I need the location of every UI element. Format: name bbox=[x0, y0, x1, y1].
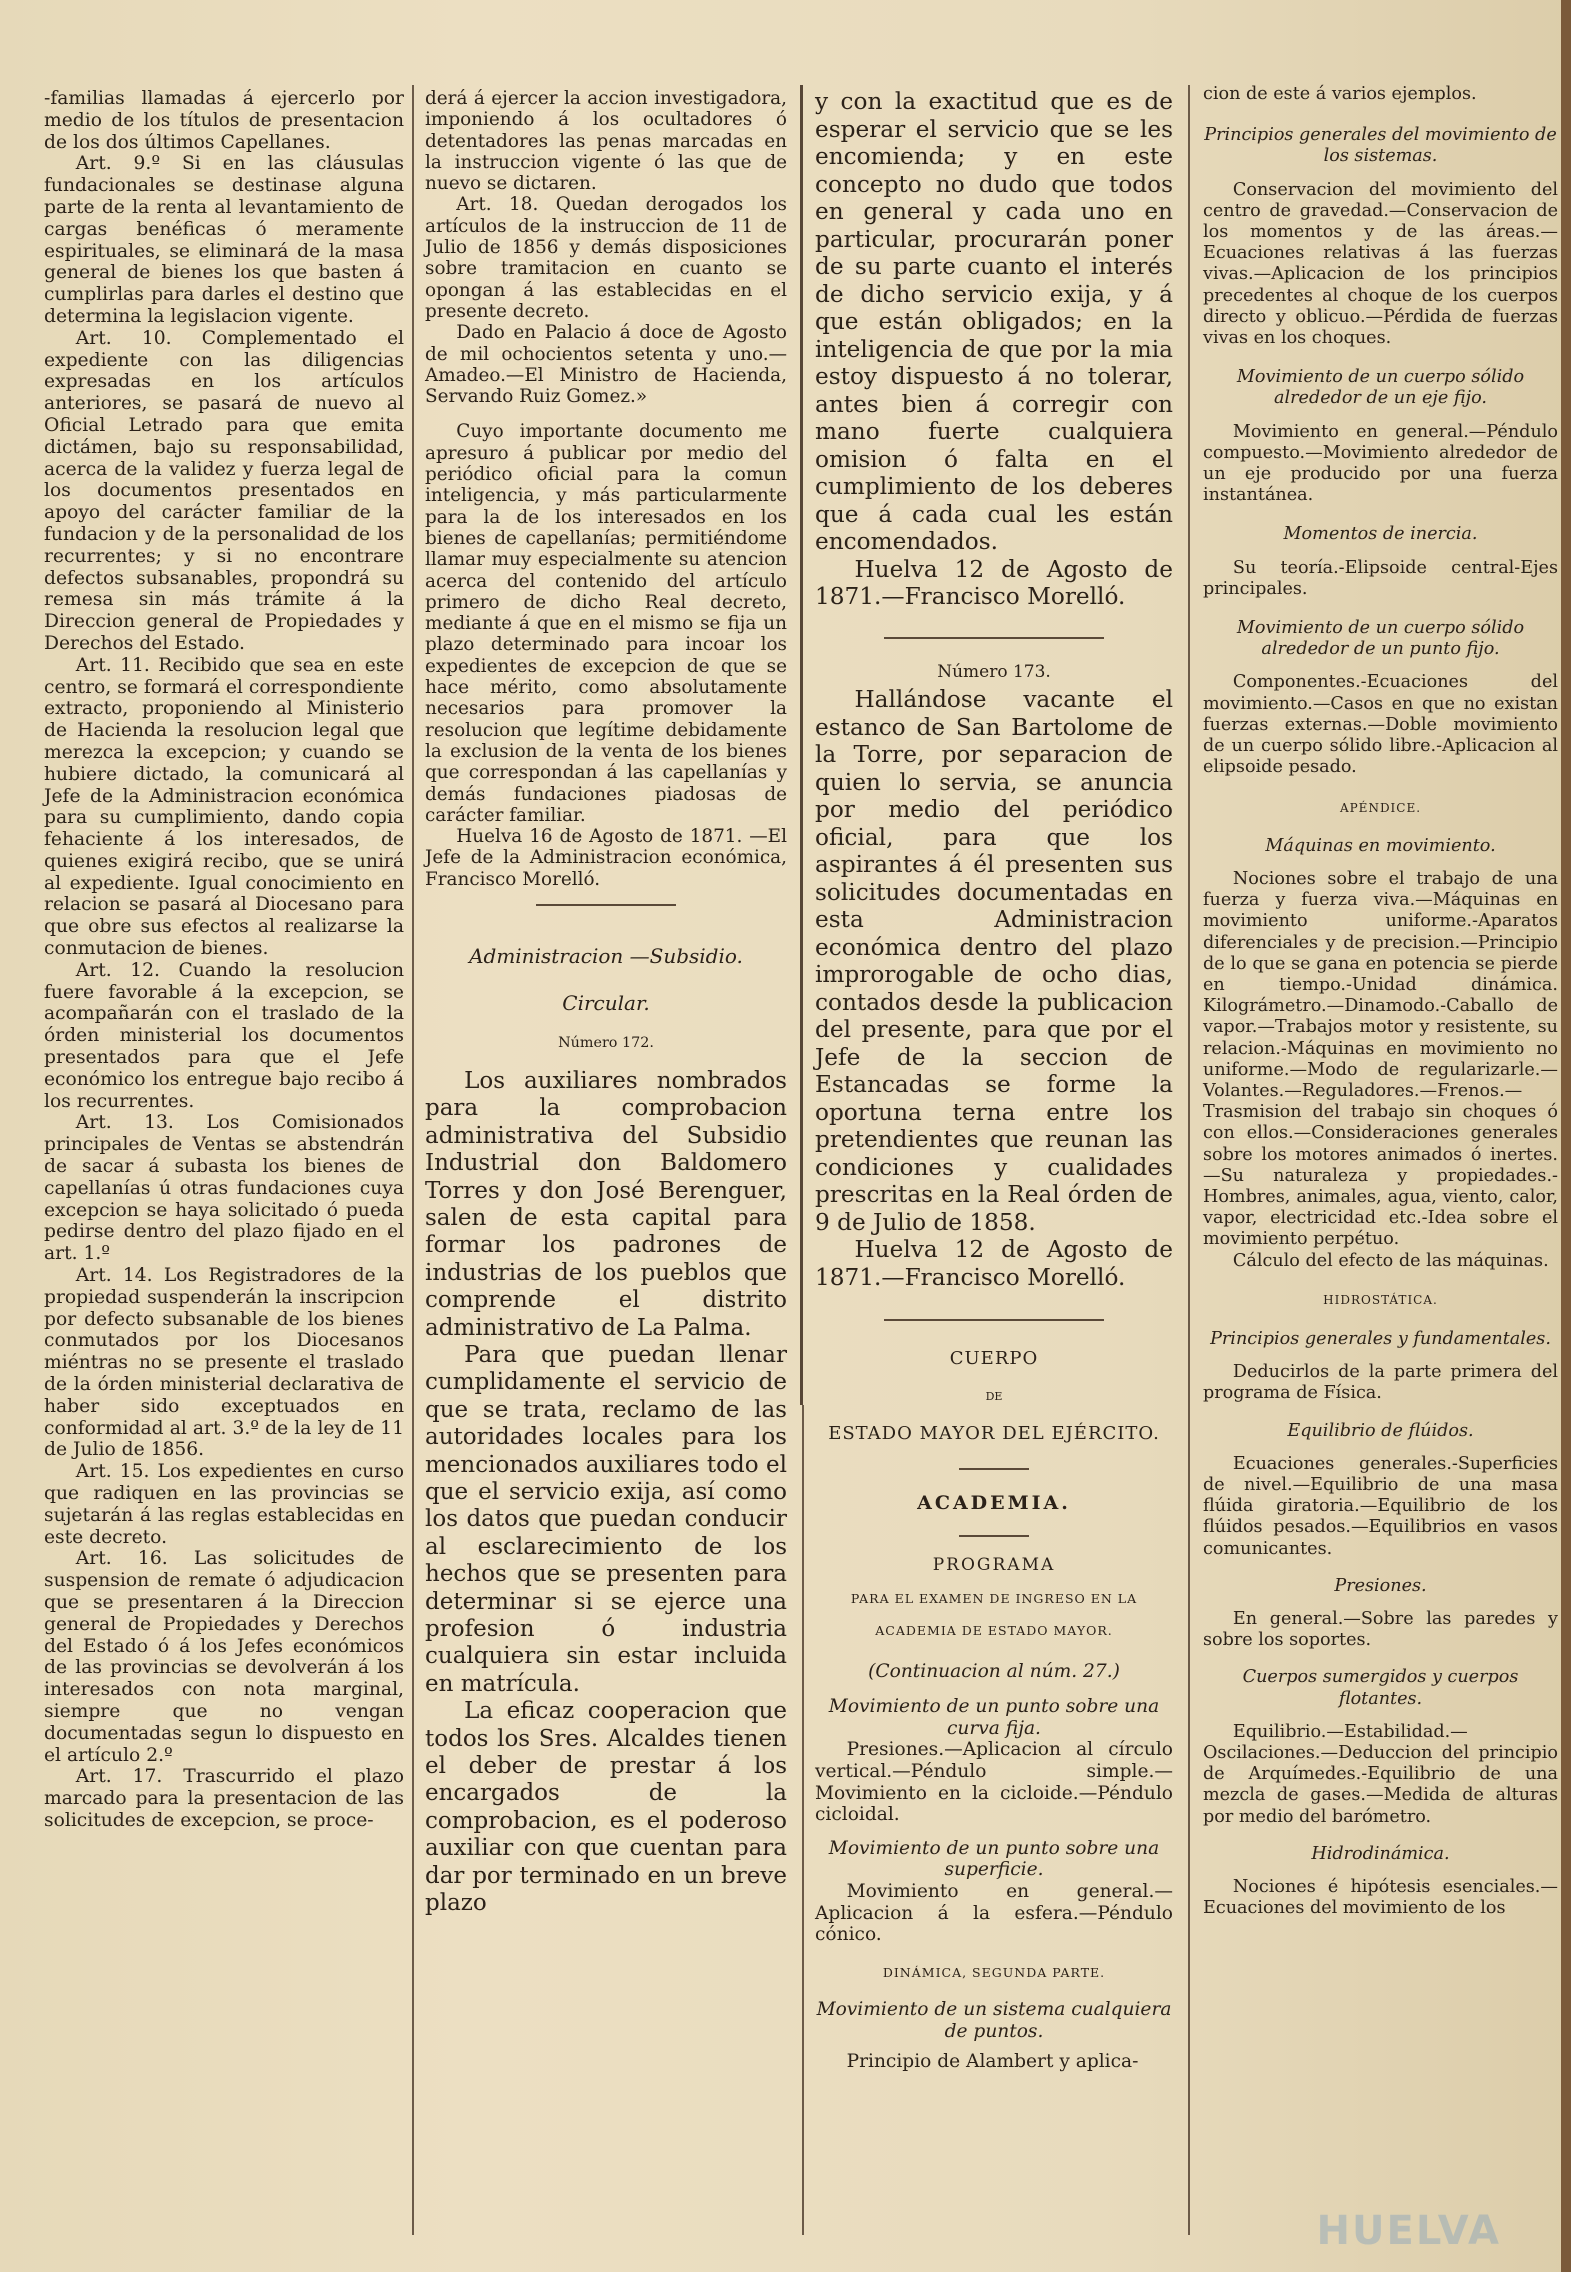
signature: Huelva 16 de Agosto de 1871. —El Jefe de la Administracion económica, Francisco Morelló. bbox=[425, 826, 787, 890]
column-rule bbox=[800, 85, 803, 1405]
heading-para: PARA EL EXAMEN DE INGRESO EN LA ACADEMIA DE ESTADO MAYOR. bbox=[850, 1590, 1138, 1638]
section-text: Conservacion del movimiento del centro de gravedad.—Conservacion de los momentos y de las áreas.—Ecuaciones relativas á las fuerzas vivas.—Aplicacion de los principios precedentes al choque de los cuerpos directo y oblicuo.—Pérdida de fuerzas vivas en los choques. bbox=[1203, 179, 1558, 349]
section-text: Su teoría.-Elipsoide central-Ejes principales. bbox=[1203, 557, 1558, 599]
signature: Huelva 12 de Agosto de 1871.—Francisco Morelló. bbox=[815, 555, 1173, 610]
section-text: Deducirlos de la parte primera del programa de Física. bbox=[1203, 1362, 1558, 1404]
section-text: Principio de Alambert y aplica- bbox=[846, 2050, 1139, 2072]
paragraph: Art. 15. Los expedientes en curso que radiquen en las provincias se sujetarán á las reglas establecidas en este decreto. bbox=[44, 1461, 404, 1548]
heading-cuerpo: CUERPO bbox=[949, 1348, 1039, 1369]
section-heading: Movimiento de un sistema cualquiera de puntos. bbox=[816, 1999, 1172, 2042]
section-heading: Movimiento de un cuerpo sólido alrededor de un punto fijo. bbox=[1236, 618, 1525, 660]
section-text: Movimiento en general.—Aplicacion á la esfera.—Péndulo cónico. bbox=[815, 1880, 1173, 1946]
continuation-note: (Continuacion al núm. 27.) bbox=[868, 1660, 1120, 1682]
page-edge bbox=[1561, 0, 1571, 2272]
divider bbox=[536, 904, 676, 906]
signature: Huelva 12 de Agosto de 1871.—Francisco Morelló. bbox=[815, 1236, 1173, 1291]
divider bbox=[884, 637, 1104, 639]
section-text: Equilibrio.—Estabilidad.—Oscilaciones.—Deduccion del principio de Arquímedes.-Equilibrio de una mezcla de gases.—Medida de alturas por medio del barómetro. bbox=[1203, 1721, 1558, 1827]
section-heading: Principios generales y fundamentales. bbox=[1210, 1328, 1551, 1349]
paragraph: Art. 11. Recibido que sea en este centro, se formará el correspondiente extracto, proponiendo al Ministerio de Hacienda la resolucion legal que merezca la excepcion; y cuando se hubiere dictado, la comunicará al Jefe de la Administracion económica para su cumplimiento, dando copia fehaciente á los interesados, de quienes exigirá recibo, que se unirá al expediente. Igual conocimiento en relacion se pasará al Diocesano para que obre sus efectos al realizarse la conmutacion de bienes. bbox=[44, 654, 404, 960]
section-heading: Principios generales del movimiento de los sistemas. bbox=[1204, 125, 1557, 167]
paragraph: y con la exactitud que es de esperar el servicio que se les encomienda; y en este concepto no dudo que todos en general y cada uno en particular, procurarán poner de su parte cuanto el interés de dicho servicio exija, y á que están obligados; en la inteligencia de que por la mia estoy dispuesto á no tolerar, antes bien á corregir con mano fuerte cualquiera omision ó falta en el cumplimiento de los deberes que á cada cual les están encomendados. bbox=[815, 88, 1173, 555]
paragraph: Dado en Palacio á doce de Agosto de mil ochocientos setenta y uno.—Amadeo.—El Ministro de Hacienda, Servando Ruiz Gomez.» bbox=[425, 322, 787, 408]
column-2 bbox=[425, 88, 787, 2252]
divider bbox=[959, 1535, 1029, 1537]
divider bbox=[959, 1468, 1029, 1470]
heading-academia: ACADEMIA. bbox=[917, 1491, 1071, 1514]
paragraph: Los auxiliares nombrados para la comprobacion administrativa del Subsidio Industrial don Baldomero Torres y don José Berenguer, salen de esta capital para formar los padrones de industrias de los pueblos que comprende el distrito administrativo de La Palma. bbox=[425, 1067, 787, 1341]
heading-programa: PROGRAMA bbox=[932, 1555, 1056, 1575]
column-rule bbox=[1188, 85, 1190, 2235]
section-heading: Movimiento de un cuerpo sólido alrededor de un eje fijo. bbox=[1236, 367, 1525, 409]
paragraph: Cuyo importante documento me apresuro á publicar por medio del periódico oficial para la comun inteligencia, y más particularmente para la de los interesados en los bienes de capellanías; permitiéndome llamar muy especialmente su atencion acerca del contenido del artículo primero de dicho Real decreto, mediante á que en el mismo se fija un plazo determinado para incoar los expedientes de excepcion de que se hace mérito, como absolutamente necesarios para promover la resolucion que legítime debidamente la exclusion de la venta de los bienes que correspondan á las capellanías y demás fundaciones piadosas de carácter familiar. bbox=[425, 421, 787, 826]
section-heading: Equilibrio de flúidos. bbox=[1287, 1420, 1474, 1441]
section-text: En general.—Sobre las paredes y sobre los soportes. bbox=[1203, 1608, 1558, 1651]
paragraph: Art. 18. Quedan derogados los artículos de la instruccion de 11 de Julio de 1856 y demás disposiciones sobre tramitacion en cuanto se opongan á las establecidas en el presente decreto. bbox=[425, 194, 787, 322]
column-4 bbox=[1203, 84, 1558, 2252]
section-text: Nociones sobre el trabajo de una fuerza y fuerza viva.—Máquinas en movimiento uniforme.-Aparatos diferenciales y de precision.—Principio de lo que se gana en potencia se pierde en tiempo.-Unidad dinámica. Kilográmetro.—Dinamodo.-Caballo de vapor.—Trabajos motor y resistente, su relacion.-Máquinas en movimiento no uniforme.—Modo de regularizarle.—Volantes.—Reguladores.—Frenos.—Trasmision del trabajo sin choques ó con ellos.—Consideraciones generales sobre los motores animados ó inertes.—Su naturaleza y propiedades.-Hombres, animales, agua, viento, calor, vapor, electricidad etc.-Idea sobre el movimiento perpétuo. bbox=[1203, 868, 1558, 1250]
paragraph: La eficaz cooperacion que todos los Sres. Alcaldes tienen el deber de prestar á los encargados de la comprobacion, es el poderoso auxiliar con que cuentan para dar por terminado en un breve plazo bbox=[425, 1698, 787, 1917]
paragraph: Hallándose vacante el estanco de San Bartolome de la Torre, por separacion de quien lo servia, se anuncia por medio del periódico oficial, para que los aspirantes á él presenten sus solicitudes documentadas en esta Administracion económica dentro del plazo improrogable de ocho dias, contados desde la publicacion del presente, para que por el Jefe de la seccion de Estancadas se forme la oportuna terna entre los pretendientes que reunan las condiciones y cualidades prescritas en la Real órden de 9 de Julio de 1858. bbox=[815, 686, 1173, 1236]
divider bbox=[884, 1319, 1104, 1321]
paragraph: Art. 10. Complementado el expediente con las diligencias expresadas en los artículos anteriores, se pasará de nuevo al Oficial Letrado para que emita dictámen, bajo su responsabilidad, acerca de la validez y fuerza legal de los documentos presentados en apoyo del carácter familiar de la fundacion y de la personalidad de los recurrentes; y si no encontrare defectos subsanables, propondrá su remesa sin más trámite á la Direccion general de Propiedades y Derechos del Estado. bbox=[44, 327, 404, 654]
paragraph: Art. 16. Las solicitudes de suspension de remate ó adjudicacion que se presentaren á la Direccion general de Propiedades y Derechos del Estado ó á los Jefes económicos de las provincias se devolverán á los interesados con nota marginal, siempre que no vengan documentadas segun lo dispuesto en el artículo 2.º bbox=[44, 1548, 404, 1766]
section-heading: Movimiento de un punto sobre una superficie. bbox=[828, 1837, 1160, 1881]
paragraph: Para que puedan llenar cumplidamente el servicio de que se trata, reclamo de las autoridades locales para los mencionados auxiliares todo el que el servicio exija, así como los datos que puedan conducir al esclarecimiento de los hechos que se presenten para determinar si se ejerce una profesion ó industria cualquiera sin estar incluida en matrícula. bbox=[425, 1341, 787, 1697]
section-heading: Máquinas en movimiento. bbox=[1265, 835, 1496, 856]
section-text: Presiones.—Aplicacion al círculo vertical.—Péndulo simple.—Movimiento en la cicloide.—Péndulo cicloidal. bbox=[815, 1739, 1173, 1826]
section-heading: Cuerpos sumergidos y cuerpos flotantes. bbox=[1242, 1667, 1519, 1709]
section-heading: DINÁMICA, SEGUNDA PARTE. bbox=[882, 1964, 1106, 1980]
paragraph: -familias llamadas á ejercerlo por medio de los títulos de presentacion de los dos últimos Capellanes. bbox=[44, 88, 404, 153]
section-text: Movimiento en general.—Péndulo compuesto.—Movimiento alrededor de un eje producido por una fuerza instantánea. bbox=[1203, 421, 1558, 506]
heading-estado-mayor: ESTADO MAYOR DEL EJÉRCITO. bbox=[828, 1423, 1160, 1444]
number-label: Número 173. bbox=[937, 661, 1051, 682]
section-text: Ecuaciones generales.-Superficies de nivel.—Equilibrio de una masa flúida giratoria.—Equilibrio de los flúidos pesados.—Equilibrios en vasos comunicantes. bbox=[1203, 1453, 1558, 1559]
column-1 bbox=[44, 88, 404, 2252]
paragraph: cion de este á varios ejemplos. bbox=[1203, 84, 1477, 104]
paragraph: Art. 13. Los Comisionados principales de Ventas se abstendrán de sacar á subasta los bienes de capellanías ú otras fundaciones cuya excepcion se haya solicitado ó pueda pedirse dentro del plazo fijado en el art. 1.º bbox=[44, 1112, 404, 1265]
section-heading: Administracion —Subsidio. bbox=[469, 943, 743, 968]
section-heading: Momentos de inercia. bbox=[1283, 524, 1478, 545]
paragraph: Art. 12. Cuando la resolucion fuere favorable á la excepcion, se acompañarán con el traslado de la órden ministerial los documentos presentados para que el Jefe económico los entregue bajo recibo á los recurrentes. bbox=[44, 959, 404, 1112]
paragraph: Art. 9.º Si en las cláusulas fundacionales se destinase alguna parte de la renta al levantamiento de cargas benéficas ó meramente espirituales, se eliminará de la masa general de bienes los que basten á cumplirlas para darles el destino que determina la legislacion vigente. bbox=[44, 153, 404, 327]
section-text: Componentes.-Ecuaciones del movimiento.—Casos en que no existan fuerzas externas.—Doble movimiento de un cuerpo sólido libre.-Aplicacion al elipsoide pesado. bbox=[1203, 672, 1558, 778]
section-text: Nociones é hipótesis esenciales.—Ecuaciones del movimiento de los bbox=[1203, 1877, 1558, 1919]
paragraph: Art. 17. Trascurrido el plazo marcado para la presentacion de las solicitudes de excepcion, se proce- bbox=[44, 1766, 404, 1831]
column-rule bbox=[802, 1405, 804, 2235]
number-label: Número 172. bbox=[558, 1034, 654, 1051]
section-heading: APÉNDICE. bbox=[1339, 801, 1422, 816]
section-heading: Movimiento de un punto sobre una curva fija. bbox=[828, 1696, 1160, 1739]
column-3 bbox=[815, 88, 1173, 2252]
paragraph: derá á ejercer la accion investigadora, imponiendo á los ocultadores ó detentadores las penas marcadas en la instruccion vigente ó las que de nuevo se dictaren. bbox=[425, 88, 787, 195]
column-rule bbox=[412, 85, 414, 2235]
heading-de: DE bbox=[985, 1389, 1003, 1403]
section-heading: HIDROSTÁTICA. bbox=[1323, 1292, 1438, 1307]
section-heading: Hidrodinámica. bbox=[1311, 1843, 1450, 1864]
archive-watermark-logo: HUELVA bbox=[1316, 2208, 1501, 2254]
section-heading: Circular. bbox=[562, 991, 650, 1016]
paragraph: Art. 14. Los Registradores de la propiedad suspenderán la inscripcion por defecto subsanable de los bienes conmutados por los Diocesanos miéntras no se presente el traslado de la órden ministerial declarativa de haber sido exceptuados en conformidad al art. 3.º de la ley de 11 de Julio de 1856. bbox=[44, 1265, 404, 1461]
paragraph: Cálculo del efecto de las máquinas. bbox=[1232, 1250, 1549, 1271]
section-heading: Presiones. bbox=[1334, 1575, 1427, 1596]
